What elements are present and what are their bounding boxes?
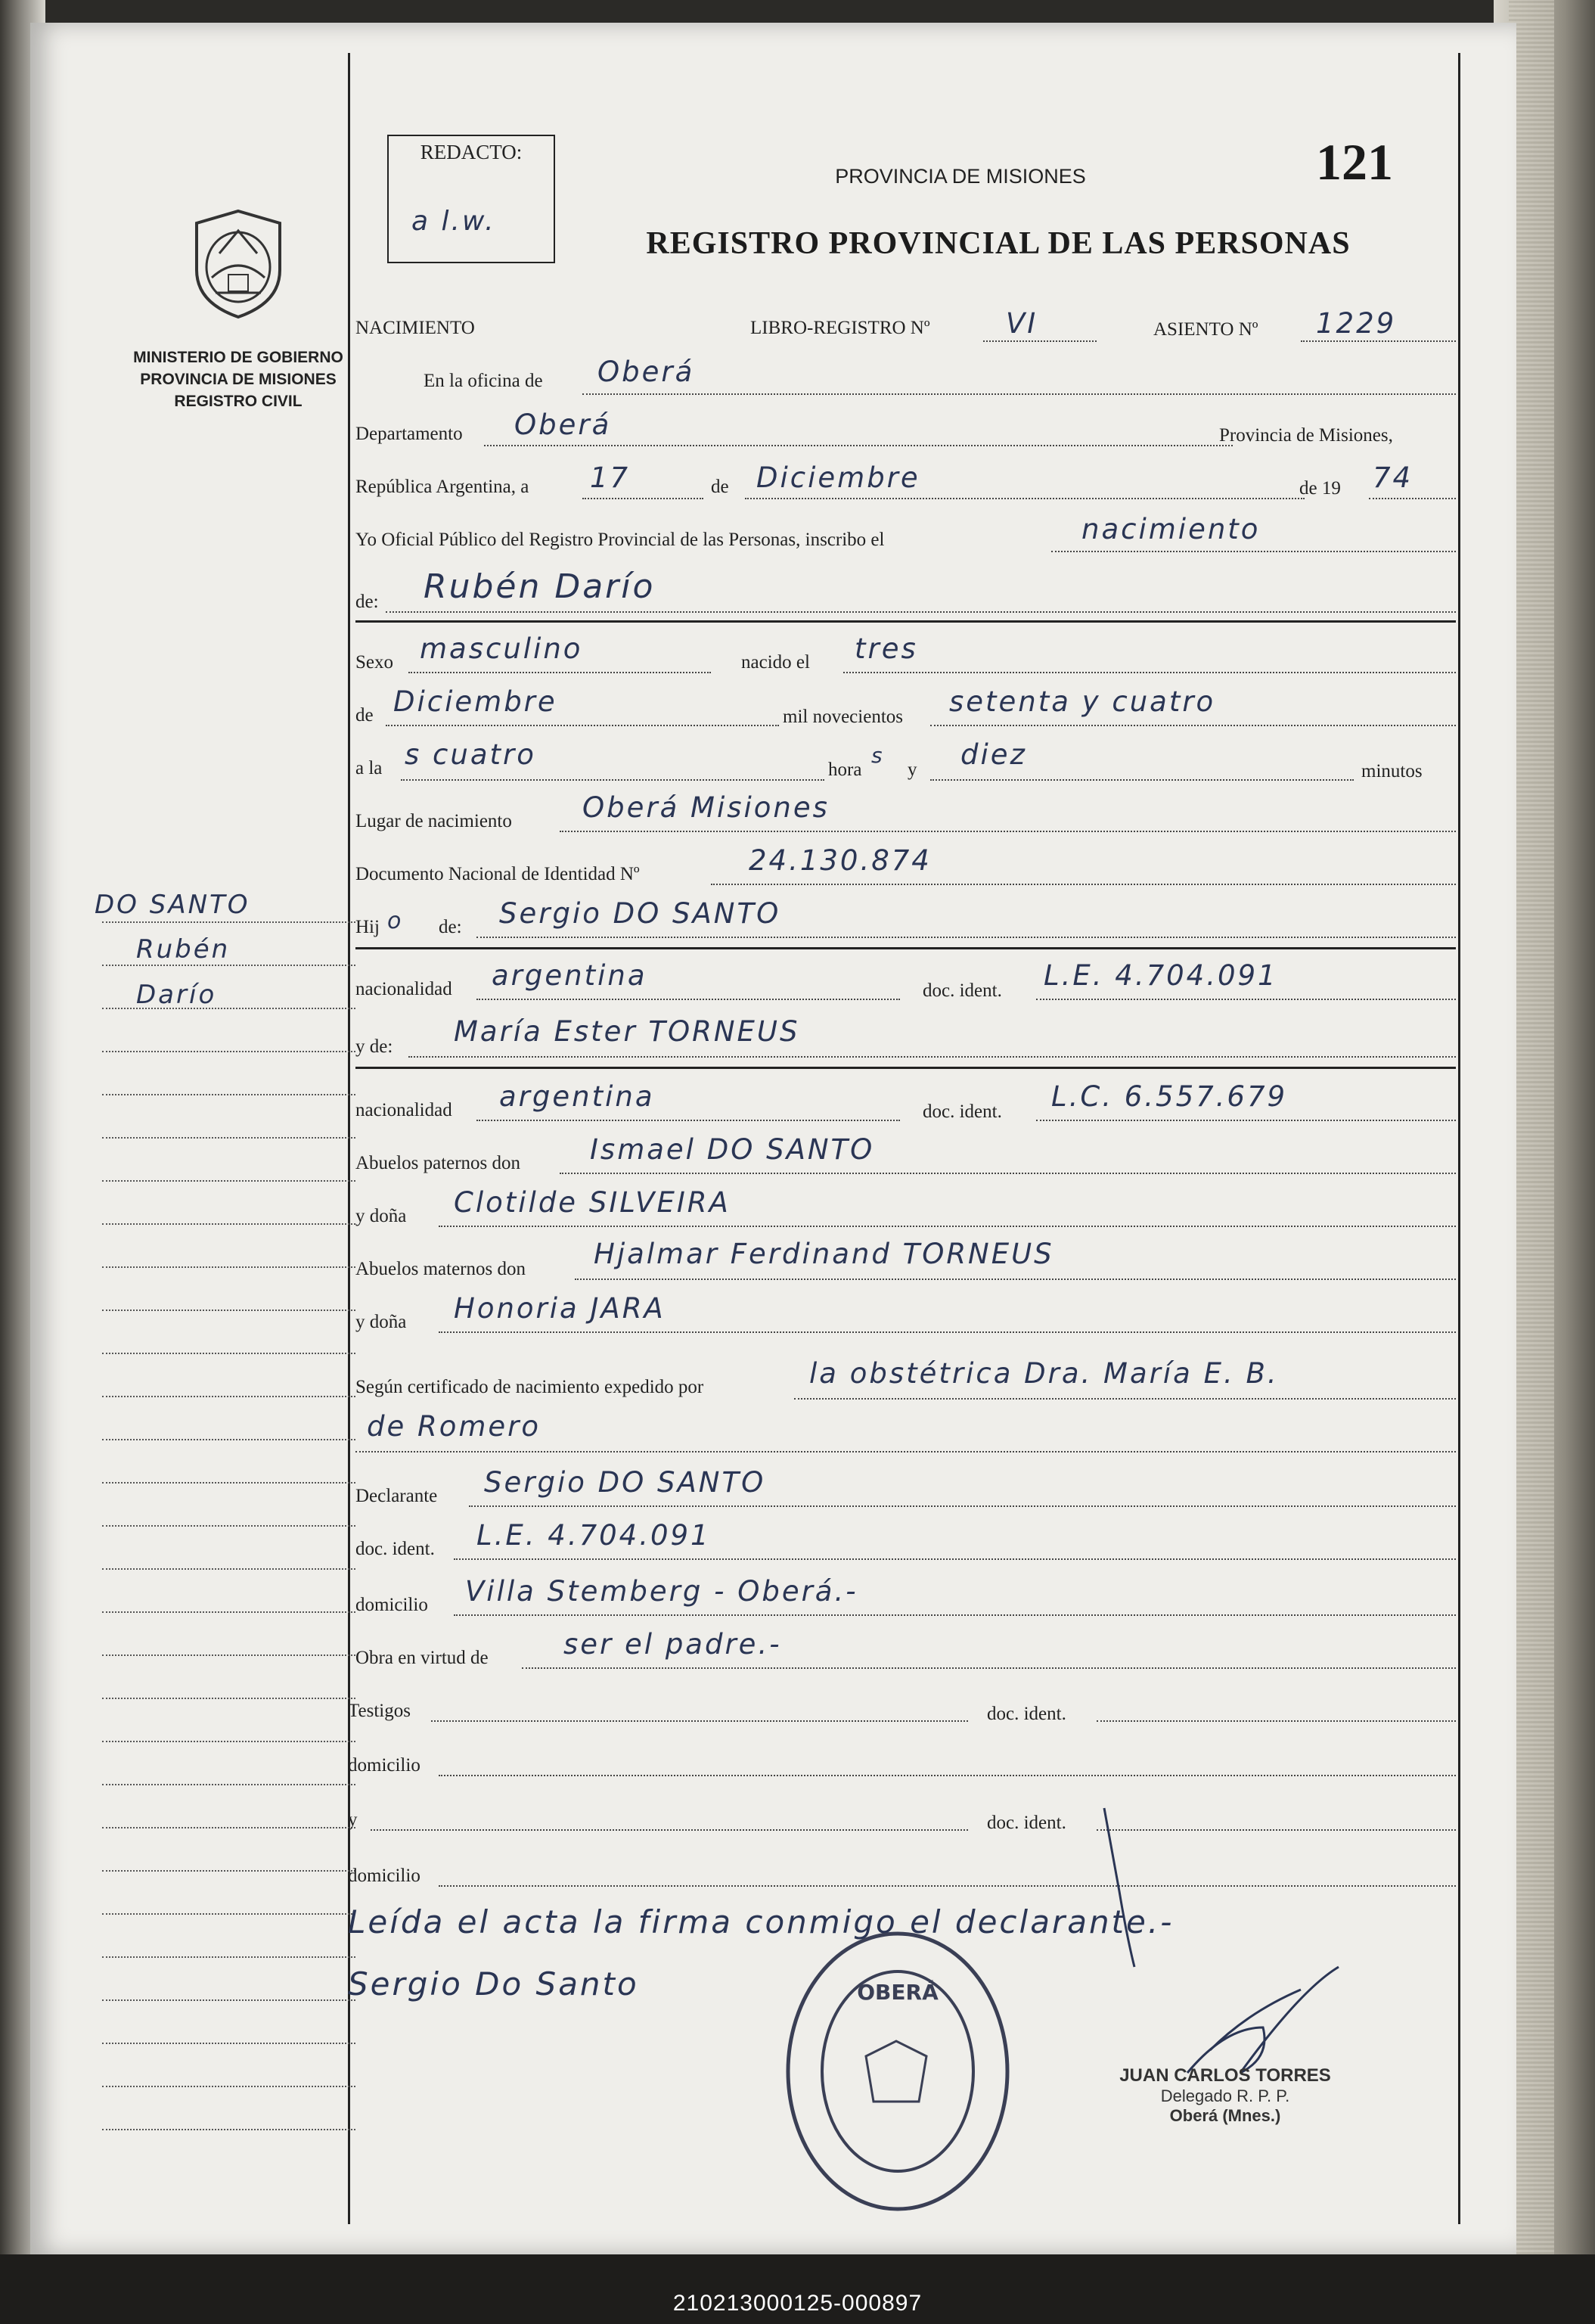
declarant-signature: Sergio Do Santo [348,1965,639,2002]
nac2-line [476,1120,900,1121]
anio-nac-line [930,725,1456,726]
address-value: Villa Stemberg - Oberá.- [465,1575,858,1608]
departamento-label: Departamento [355,424,463,444]
hijo-label: Hij [355,917,380,937]
ministry-line3: REGISTRO CIVIL [174,393,303,410]
obra-label: Obra en virtud de [355,1648,489,1668]
y2-line [371,1829,968,1831]
hora-label: hora [828,760,862,780]
doc2-line [1036,1120,1456,1121]
domicilio2-label: domicilio [348,1755,420,1776]
mother-doc-value: L.C. 6.557.679 [1051,1080,1288,1113]
yde-label: y de: [355,1036,393,1057]
libro-line [983,340,1097,342]
margin-ruled-line [102,1654,355,1656]
dni-line [711,884,1456,885]
ministry-line2: PROVINCIA DE MISIONES [140,371,337,388]
registrar-title: Delegado R. P. P. [1160,2086,1290,2105]
margin-note-surname: DO SANTO [95,890,250,920]
y2-label: y [348,1810,358,1830]
father-doc-value: L.E. 4.704.091 [1044,959,1278,992]
stamp-top-text: OBERÁ [857,1980,939,2005]
anio-value: 74 [1373,461,1413,494]
doc1-label: doc. ident. [923,980,1002,1001]
asiento-value: 1229 [1316,307,1397,340]
paternal-grandfather-value: Ismael DO SANTO [590,1133,875,1166]
dia-line [582,498,703,499]
margin-ruled-line [102,1094,355,1095]
margin-ruled-line [102,1870,355,1872]
ala-label: a la [355,758,383,778]
margin-ruled-line [102,2129,355,2130]
official-stamp-icon [783,1928,1013,2215]
doc2-label: doc. ident. [923,1101,1002,1122]
margin-ruled-line [102,1353,355,1354]
doc5-label: doc. ident. [987,1813,1066,1833]
declarante-label: Declarante [355,1486,438,1506]
margin-ruled-line [102,1051,355,1052]
margin-ruled-line [102,1698,355,1699]
ab-pat-label: Abuelos paternos don [355,1153,521,1173]
margin-ruled-line [102,1784,355,1785]
margin-ruled-line [102,1396,355,1397]
maternal-grandfather-value: Hjalmar Ferdinand TORNEUS [594,1238,1054,1270]
lugar-label: Lugar de nacimiento [355,811,512,831]
obra-line [522,1667,1456,1669]
minutos-label: minutos [1361,761,1423,781]
nacido-value: tres [855,632,918,665]
de2-label: de: [355,592,379,612]
ab-pat-line [560,1173,1456,1174]
margin-ruled-line [102,1180,355,1182]
margin-ruled-line [102,1439,355,1440]
nacido-label: nacido el [741,652,810,673]
margin-ruled-line [102,1956,355,1958]
nac2-label: nacionalidad [355,1100,452,1120]
registrar-place: Oberá (Mnes.) [1169,2106,1281,2125]
nac1-label: nacionalidad [355,979,452,999]
hijo-suffix: o [387,908,404,934]
y-label: y [908,760,917,780]
provincia-label: Provincia de Misiones, [1219,425,1393,446]
province-heading: PROVINCIA DE MISIONES [835,165,1086,188]
registrar-signature-stroke-icon [1074,1800,1376,2103]
mes-value: Diciembre [756,461,920,494]
maternal-grandmother-value: Honoria JARA [454,1292,666,1325]
mes-nac-value: Diciembre [393,685,557,718]
nombre-line [386,611,1456,613]
mil-label: mil novecientos [783,707,903,727]
asiento-line [1301,340,1456,342]
margin-ruled-line [102,1913,355,1915]
declarant-value: Sergio DO SANTO [484,1466,766,1499]
mes-line [745,498,1305,499]
anio-label: de 19 [1299,478,1341,499]
domicilio-label: domicilio [355,1595,428,1615]
ydona1-label: y doña [355,1206,407,1226]
record-type: NACIMIENTO [355,318,475,338]
mother-name-value: María Ester TORNEUS [454,1015,800,1048]
capacity-value: ser el padre.- [563,1628,782,1661]
sexo-line [408,672,711,673]
ydona2-label: y doña [355,1312,407,1332]
margin-ruled-line [102,1525,355,1527]
domicilio3-label: domicilio [348,1866,420,1886]
anio-nac-value: setenta y cuatro [949,685,1216,718]
dni-value: 24.130.874 [749,844,932,877]
registrar-signature-block [1074,2065,1376,2126]
libro-value: VI [1006,307,1038,340]
margin-ruled-line [102,1223,355,1225]
margin-ruled-line [102,1741,355,1742]
redacto-value: a l.w. [411,206,496,237]
redacto-label: REDACTO: [420,141,523,163]
margin-ruled-line [102,1827,355,1828]
coat-of-arms-icon [189,208,287,320]
registrar-name: JUAN CARLOS TORRES [1119,2065,1331,2086]
cert-label: Según certificado de nacimiento expedido por [355,1377,704,1397]
document-page [30,23,1516,2254]
declarante-line [469,1505,1456,1507]
nacido-line [843,672,1456,673]
margin-ruled-line [102,1482,355,1484]
ab-mat-line [575,1279,1456,1280]
ydona1-line [439,1226,1456,1227]
mother-rule [355,1067,1456,1069]
declarant-doc-value: L.E. 4.704.091 [476,1519,711,1552]
ministry-block [106,346,371,412]
oficina-value: Oberá [597,356,695,388]
paternal-grandmother-value: Clotilde SILVEIRA [454,1186,731,1219]
margin-ruled-line [102,2043,355,2044]
libro-label: LIBRO-REGISTRO Nº [750,318,930,338]
lugar-line [560,831,1456,832]
oficial-value: nacimiento [1081,513,1261,545]
asiento-label: ASIENTO Nº [1153,319,1258,340]
name-rule [355,620,1456,623]
hora-value: s cuatro [405,738,536,771]
minutos-value: diez [960,738,1027,771]
margin-ruled-line [102,1611,355,1613]
margin-ruled-line [102,1999,355,2001]
margin-ruled-line [102,921,355,923]
redacto-box [387,135,555,263]
testigos-line [431,1720,968,1722]
lugar-value: Oberá Misiones [582,791,830,824]
oficina-line [582,393,1456,395]
margin-ruled-line [102,1310,355,1311]
padre-line [476,937,1456,938]
margin-note-first-name: Rubén [136,934,231,965]
page-number: 121 [1316,133,1393,191]
departamento-line [484,445,1233,446]
cert-line-2 [355,1451,1456,1452]
dia-value: 17 [590,461,631,494]
margin-ruled-line [102,1568,355,1570]
sexo-label: Sexo [355,652,393,673]
registry-heading: REGISTRO PROVINCIAL DE LAS PERSONAS [646,226,1351,261]
dni-label: Documento Nacional de Identidad Nº [355,864,640,884]
margin-note-second-name: Darío [136,980,217,1010]
margin-ruled-line [102,1137,355,1139]
father-name-value: Sergio DO SANTO [499,897,781,930]
oficina-label: En la oficina de [424,371,543,391]
mother-nationality-value: argentina [499,1080,655,1113]
cert-line [794,1398,1456,1400]
doc4-label: doc. ident. [987,1704,1066,1724]
hora-line [401,779,824,781]
anio-line [1369,498,1456,499]
ministry-line1: MINISTERIO DE GOBIERNO [133,349,343,366]
mes-nac-line [386,725,779,726]
margin-ruled-line [102,1266,355,1268]
madre-line [408,1056,1456,1058]
de-label: de [711,477,729,497]
republica-label: República Argentina, a [355,477,529,497]
father-nationality-value: argentina [492,959,647,992]
child-name-value: Rubén Darío [424,567,656,606]
certificate-issuer-value: la obstétrica Dra. María E. B. [809,1357,1279,1390]
scan-caption: 210213000125-000897 [672,2291,923,2316]
hora-suffix: s [871,743,885,768]
departamento-value: Oberá [514,409,612,441]
certificate-issuer-value-2: de Romero [367,1410,541,1443]
minutos-line [930,779,1354,781]
nac1-line [476,999,900,1000]
domicilio2-line [439,1775,1456,1776]
doc3-label: doc. ident. [355,1539,435,1559]
doc3-line [454,1558,1456,1560]
domicilio-line [454,1614,1456,1616]
testigos-label: Testigos [348,1701,411,1721]
oficial-line [1051,551,1456,552]
doc1-line [1036,999,1456,1000]
ab-mat-label: Abuelos maternos don [355,1259,526,1279]
oficial-label: Yo Oficial Público del Registro Provincial de las Personas, inscribo el [355,530,885,550]
doc4-line [1097,1720,1456,1722]
margin-ruled-line [102,2086,355,2087]
closing-statement: Leída el acta la firma conmigo el declarante.- [348,1903,1175,1940]
sexo-value: masculino [420,632,583,665]
margin-ruled-line [102,965,355,966]
ydona2-line [439,1331,1456,1333]
de3-label: de [355,705,374,725]
margin-rule-right [1458,53,1460,2224]
father-rule [355,947,1456,949]
hijo-de-label: de: [439,917,462,937]
